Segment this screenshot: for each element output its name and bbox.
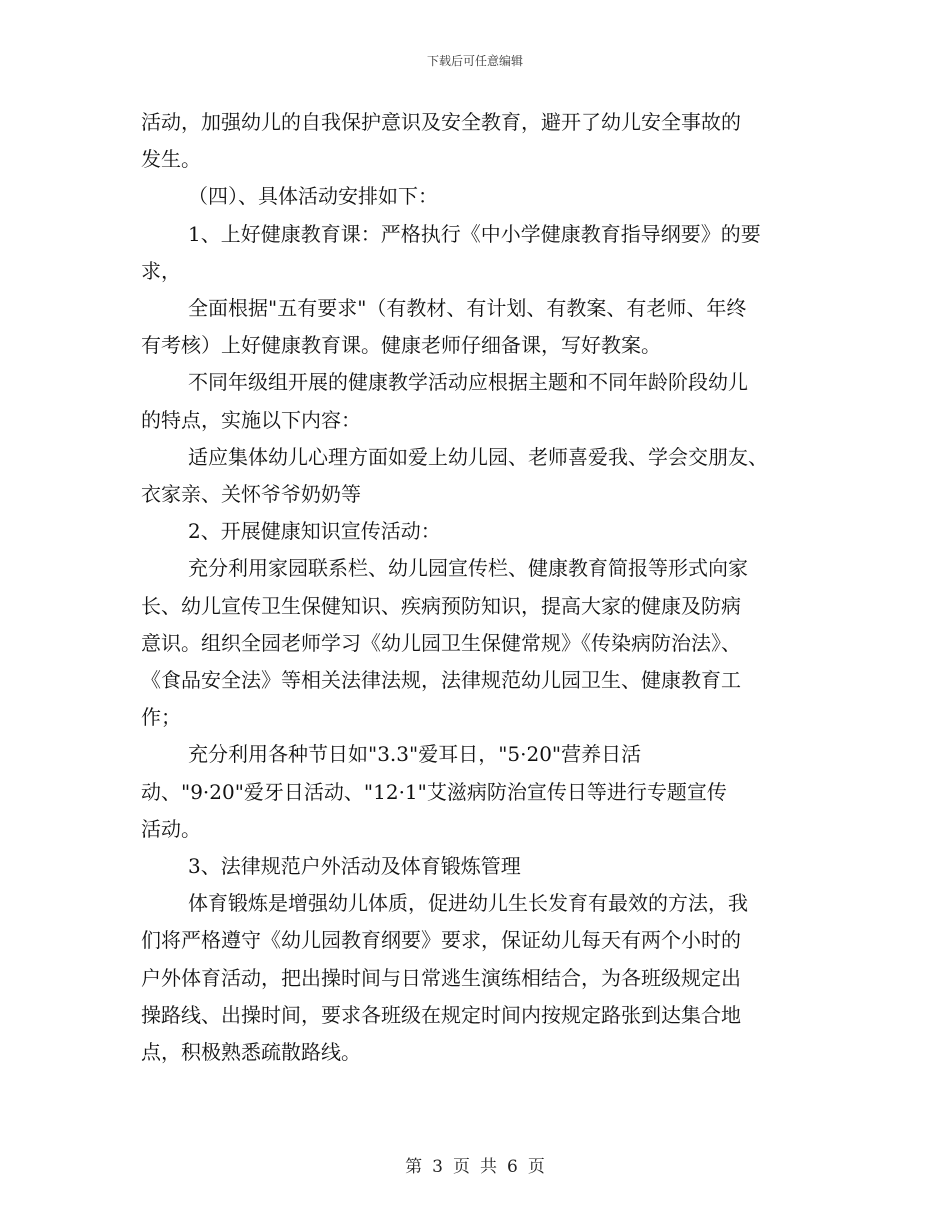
paragraph-line: 意识。组织全园老师学习《幼儿园卫生保健常规》《传染病防治法》、: [141, 630, 741, 655]
paragraph-line: 操路线、出操时间，要求各班级在规定时间内按规定路张到达集合地: [141, 1002, 741, 1027]
paragraph-line: 的特点，实施以下内容：: [141, 407, 361, 432]
paragraph-line: 动、"9·20"爱牙日活动、"12·1"艾滋病防治宣传日等进行专题宣传: [141, 779, 727, 804]
paragraph-line: 充分利用家园联系栏、幼儿园宣传栏、健康教育简报等形式向家: [188, 556, 748, 581]
paragraph-line: 长、幼儿宣传卫生保健知识、疾病预防知识，提高大家的健康及防病: [141, 593, 741, 618]
paragraph-line: 衣家亲、关怀爷爷奶奶等: [141, 482, 361, 507]
paragraph-line: 体育锻炼是增强幼儿体质，促进幼儿生长发育有最效的方法，我: [188, 891, 748, 916]
page-label-prefix: 第: [405, 1157, 423, 1177]
current-page-number: 3: [432, 1157, 443, 1177]
page-header-note: 下载后可任意编辑: [426, 54, 523, 68]
paragraph-line: 求，: [141, 258, 181, 283]
paragraph-line: 不同年级组开展的健康教学活动应根据主题和不同年龄阶段幼儿: [188, 370, 748, 395]
paragraph-line: 全面根据"五有要求"（有教材、有计划、有教案、有老师、年终: [188, 296, 747, 321]
page-label-mid: 页: [453, 1157, 470, 1177]
paragraph-line: 作；: [141, 705, 181, 730]
document-body: [141, 104, 821, 1071]
section-heading: 2、开展健康知识宣传活动：: [188, 519, 441, 544]
paragraph-line: 活动，加强幼儿的自我保护意识及安全教育，避开了幼儿安全事故的: [141, 110, 741, 134]
paragraph-line: 《食品安全法》等相关法律法规，法律规范幼儿园卫生、健康教育工: [141, 668, 741, 693]
paragraph-line: 活动。: [141, 816, 201, 841]
page-label-suffix: 页: [527, 1157, 545, 1177]
paragraph-line: 适应集体幼儿心理方面如爱上幼儿园、老师喜爱我、学会交朋友、: [188, 444, 768, 469]
section-heading: （四）、具体活动安排如下：: [188, 184, 438, 209]
paragraph-line: 1、上好健康教育课：严格执行《中小学健康教育指导纲要》的要: [188, 221, 761, 246]
paragraph-line: 有考核）上好健康教育课。健康老师仔细备课，写好教案。: [141, 333, 661, 358]
paragraph-line: 充分利用各种节日如"3.3"爱耳日，"5·20"营养日活: [188, 742, 642, 767]
section-heading: 3、法律规范户外活动及体育锻炼管理: [188, 854, 521, 879]
total-label: 共: [480, 1157, 497, 1177]
page-footer: [0, 1152, 950, 1177]
paragraph-line: 发生。: [141, 147, 201, 172]
total-pages-number: 6: [507, 1157, 518, 1177]
paragraph-line: 点，积极熟悉疏散路线。: [141, 1040, 361, 1065]
paragraph-line: 们将严格遵守《幼儿园教育纲要》要求，保证幼儿每天有两个小时的: [141, 928, 741, 953]
paragraph-line: 户外体育活动，把出操时间与日常逃生演练相结合，为各班级规定出: [141, 965, 741, 990]
